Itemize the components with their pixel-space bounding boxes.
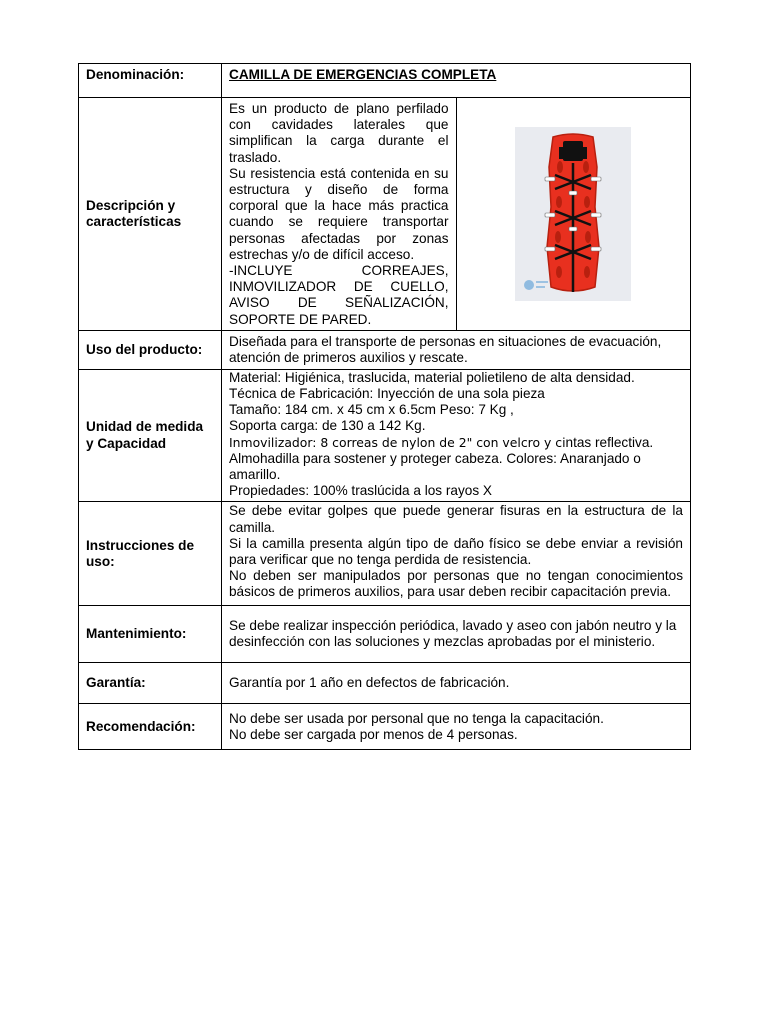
unidad-inmovilizador <box>229 435 683 451</box>
row-instrucciones <box>79 502 691 606</box>
row-garantia <box>79 663 691 704</box>
desc-paragraph-1: Es un producto de plano perfilado con cavidades laterales que simplifican la carga durante el traslado. <box>229 101 449 165</box>
label-instrucciones: Instrucciones de uso: <box>79 502 222 606</box>
recom-line-2: No debe ser cargada por menos de 4 personas. <box>229 726 518 742</box>
label-uso: Uso del producto: <box>79 330 222 369</box>
value-instrucciones <box>222 502 691 606</box>
row-unidad <box>79 369 691 502</box>
value-mantenimiento: Se debe realizar inspección periódica, lavado y aseo con jabón neutro y la desinfección con las soluciones y mezclas aprobadas por el ministerio. <box>222 606 691 663</box>
desc-paragraph-2: Su resistencia está contenida en su estructura y diseño de forma corporal que la hace más practica cuando se requiere transportar personas afectadas por zonas estrechas y/o de difícil acceso. <box>229 165 449 262</box>
value-descripcion <box>222 98 457 331</box>
value-garantia: Garantía por 1 año en defectos de fabricación. <box>222 663 691 704</box>
product-title: CAMILLA DE EMERGENCIAS COMPLETA <box>229 67 497 82</box>
row-descripcion <box>79 98 691 331</box>
label-denominacion: Denominación: <box>79 64 222 98</box>
unidad-propiedades: Propiedades: 100% traslúcida a los rayos X <box>229 483 492 499</box>
value-uso: Diseñada para el transporte de personas en situaciones de evacuación, atención de primeros auxilios y rescate. <box>222 330 691 369</box>
desc-paragraph-3: -INCLUYE CORREAJES, INMOVILIZADOR DE CUELLO, AVISO DE SEÑALIZACIÓN, SOPORTE DE PARED. <box>229 263 449 327</box>
instr-paragraph-3: No deben ser manipulados por personas que no tengan conocimientos básicos de primeros auxilios, para usar deben recibir capacitación previa. <box>229 568 683 600</box>
unidad-carga: Soporta carga: de 130 a 142 Kg. <box>229 418 426 434</box>
instr-paragraph-1: Se debe evitar golpes que puede generar fisuras en la estructura de la camilla. <box>229 503 683 535</box>
row-mantenimiento <box>79 606 691 663</box>
label-unidad: Unidad de medida y Capacidad <box>79 369 222 502</box>
unidad-almohadilla: Almohadilla para sostener y proteger cabeza. Colores: Anaranjado o amarillo. <box>229 450 641 483</box>
value-recomendacion <box>222 704 691 750</box>
label-garantia: Garantía: <box>79 663 222 704</box>
product-spec-table <box>78 63 691 750</box>
unidad-material: Material: Higiénica, traslucida, material polietileno de alta densidad. <box>229 369 635 385</box>
row-recomendacion <box>79 704 691 750</box>
label-descripcion: Descripción y características <box>79 98 222 331</box>
unidad-tamano: Tamaño: 184 cm. x 45 cm x 6.5cm Peso: 7 Kg , <box>229 402 514 418</box>
product-image-cell <box>456 98 691 331</box>
row-denominacion <box>79 64 691 98</box>
unidad-tecnica: Técnica de Fabricación: Inyección de una sola pieza <box>229 386 545 402</box>
value-denominacion <box>222 64 691 98</box>
label-recomendacion: Recomendación: <box>79 704 222 750</box>
inmovilizador-part-1: Inmovilizador: 8 correas de nylon de 2" con velcro y ci <box>229 434 566 450</box>
inmovilizador-part-2: ntas reflectiva. <box>565 434 654 450</box>
value-unidad <box>222 369 691 502</box>
stretcher-photo-icon <box>515 127 631 301</box>
head-immobilizer <box>559 141 587 161</box>
instr-paragraph-2: Si la camilla presenta algún tipo de daño físico se debe enviar a revisión para verificar que no tenga perdida de resistencia. <box>229 535 683 568</box>
label-mantenimiento: Mantenimiento: <box>79 606 222 663</box>
row-uso <box>79 330 691 369</box>
recom-line-1: No debe ser usada por personal que no tenga la capacitación. <box>229 710 604 726</box>
